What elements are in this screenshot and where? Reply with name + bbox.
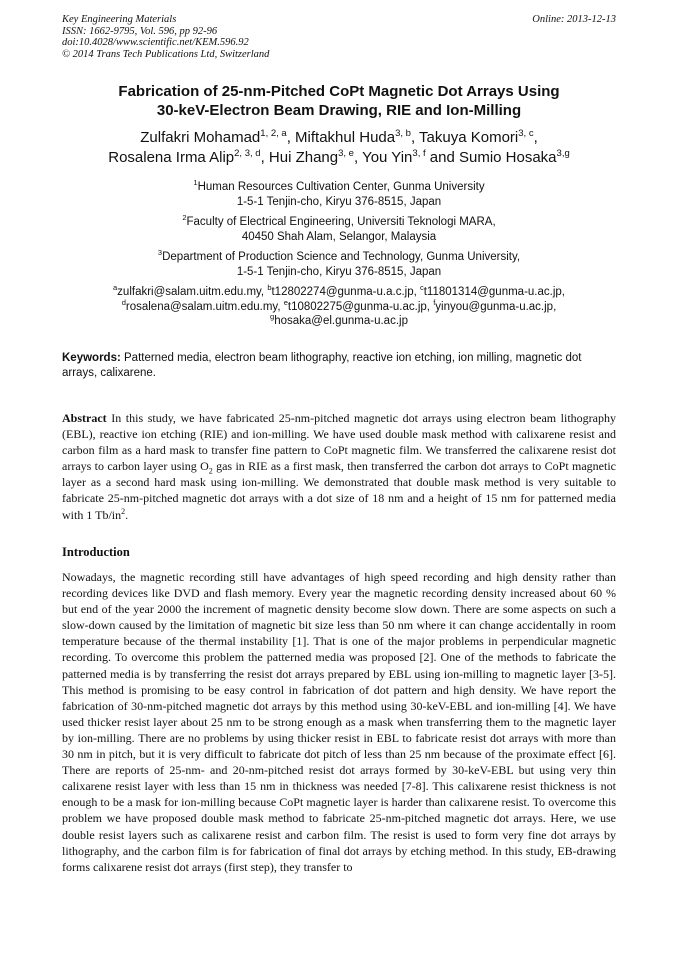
affiliation-name: Faculty of Electrical Engineering, Universiti Teknologi MARA,	[186, 216, 496, 228]
email-link[interactable]: t11801314@gunma-u.ac.jp	[423, 286, 562, 298]
email-link[interactable]: yinyou@gunma-u.ac.jp	[435, 300, 554, 313]
author-affil-sup: 3, b	[395, 128, 411, 139]
author-name: Sumio Hosaka	[458, 149, 557, 166]
affiliation-sup: 3	[157, 248, 163, 258]
author-name: Zulfakri Mohamad	[140, 129, 261, 146]
abstract	[62, 410, 616, 523]
journal-doi: doi:10.4028/www.scientific.net/KEM.596.92	[62, 37, 249, 48]
title-line: Fabrication of 25-nm-Pitched CoPt Magnetic Dot Arrays Using	[118, 83, 560, 100]
keywords-label: Keywords:	[62, 352, 121, 364]
affiliation-line	[62, 215, 616, 230]
affiliation	[62, 215, 616, 244]
email-sup: e	[283, 297, 288, 307]
author-affil-sup: 3, e	[338, 148, 354, 159]
email-link[interactable]: t12802274@gunma-u.a.c.jp	[271, 286, 414, 298]
paper-title	[62, 82, 616, 120]
section-heading: Introduction	[62, 545, 130, 559]
email-sup: a	[113, 283, 118, 293]
author-line	[62, 148, 616, 168]
author-affil-sup: 1, 2, a	[260, 128, 287, 139]
author-name: Rosalena Irma Alip	[108, 149, 235, 166]
author-name: You Yin	[362, 149, 413, 166]
author-affil-sup: 3,g	[556, 148, 570, 159]
affiliation	[62, 180, 616, 209]
affiliations	[62, 180, 616, 335]
keywords	[62, 351, 616, 381]
author-separator: ,	[260, 149, 269, 166]
abstract-subscript: 2	[208, 466, 213, 476]
journal-info	[62, 14, 269, 60]
email-link[interactable]: zulfakri@salam.uitm.edu.my	[117, 286, 261, 298]
abstract-text: gas in RIE as a first mask, then transferred the carbon dot arrays to CoPt magnetic layer as a second hard mask using ion-milling. We demonstrated that double mask method is very suitable to fabricate 25-nm-pitched magnetic dot arrays with a dot size of 18 nm and a height of 15 nm for patterned media with 1 Tb/in	[62, 459, 616, 522]
author-affil-sup: 2, 3, d	[234, 148, 261, 159]
author-name: Takuya Komori	[419, 129, 519, 146]
email-line: $^d$rosalena@salam.uitm.edu.my, $^e$t10802275@gunma-u.ac.jp, $^f$yinyou@gunma-u.ac.jp,	[121, 297, 557, 313]
email-sup: b	[267, 283, 272, 293]
author-affil-sup: 3, f	[412, 148, 426, 159]
abstract-text: .	[125, 507, 129, 522]
author-list	[62, 128, 616, 168]
author-separator: and	[425, 149, 459, 166]
email-link[interactable]: rosalena@salam.uitm.edu.my	[125, 300, 278, 313]
affiliation-name: Human Resources Cultivation Center, Gunma University	[197, 181, 485, 193]
author-separator: ,	[533, 129, 538, 146]
abstract-text: In this study, we have fabricated 25-nm-pitched magnetic dot arrays using electron beam lithography (EBL), reactive ion etching (RIE) and ion-milling. We have used double mask method with calixarene resist and carbon film as a hard mask to transfer fine pattern to CoPt magnetic film. We transferred the calixarene resist dot arrays to carbon layer using O	[62, 411, 617, 474]
affiliation-address: 40450 Shah Alam, Selangor, Malaysia	[241, 230, 437, 243]
author-separator: ,	[410, 129, 420, 146]
affiliation-address: 1-5-1 Tenjin-cho, Kiryu 376-8515, Japan	[236, 265, 442, 278]
online-date: Online: 2013-12-13	[532, 14, 616, 25]
title-line: 30-keV-Electron Beam Drawing, RIE and Ion-Milling	[156, 102, 522, 119]
email-sup: d	[121, 297, 126, 307]
abstract-superscript: 2	[121, 506, 126, 516]
affiliation-name: Department of Production Science and Technology, Gunma University,	[162, 251, 521, 263]
introduction-body: Nowadays, the magnetic recording still have advantages of high speed recording and high density rather than recording devices like DVD and flash memory. Every year the magnetic recording density increased about 60 % but end of the year 2000 the increment of magnetic density become slow down. There are some aspects on such a slow-down caused by the limitation of magnetic bit size less than 50 nm where it can change accidentally in room temperature because of the thermal instability [1]. That is one of the major problems in perpendicular magnetic recording. To overcome this problem the patterned media was proposed [2]. One of the methods to fabricate the patterned media is by transferring the resist dot arrays prepared by EBL using ion-milling to magnetic layer [3-5]. This method is promising to be easy control in fabrication of dot pattern and high density. We have report the fabrication of 30-nm-pitched magnetic dot arrays by this method using 30-keV-EBL and ion-milling [4]. We have used thicker resist layer about 25 nm to be strong enough as a mask when transferring them to the magnetic layer by ion-milling. There are no problems by using thicker resist in EBL to fabricate resist dot arrays with more than 30 nm in pitch, but it is very difficult to fabricate dot pitch of less than 25 nm because of the proximate effect [6]. There are reports of 25-nm- and 20-nm-pitched resist dot arrays formed by 30-keV-EBL but using very thin calixarene resist layer with less than 15 nm in thickness was needed [7-8]. This calixarene resist thickness is not enough to be a mask for ion-milling because CoPt magnetic layer is harder than calixarene resist. To overcome this problem we have proposed double mask method to fabricate 25-nm-pitched magnetic dot arrays. Here, we use double resist layers such as calixarene resist and carbon film. The resist is used to form very fine dot arrays by lithography, and the carbon film is for fabrication of final dot arrays by etching method. In this study, EB-drawing forms calixarene resist dot arrays (first step), they transfer to	[62, 570, 616, 874]
email-link[interactable]: t10802275@gunma-u.ac.jp	[287, 300, 427, 313]
journal-copyright: © 2014 Trans Tech Publications Ltd, Switzerland	[62, 48, 270, 60]
keywords-text: Patterned media, electron beam lithography, reactive ion etching, ion milling, magnetic dot arrays, calixarene.	[62, 352, 582, 379]
author-line	[62, 128, 616, 148]
abstract-label: Abstract	[62, 411, 107, 425]
author-separator: ,	[286, 129, 296, 146]
email-line	[62, 314, 616, 329]
email-sup: g	[270, 312, 275, 322]
affiliation-sup: 1	[193, 178, 198, 188]
email-sup: c	[419, 283, 424, 293]
affiliation	[62, 250, 616, 279]
affiliation-line	[62, 180, 616, 195]
email-line: $^a$zulfakri@salam.uitm.edu.my, $^b$t12802274@gunma-u.a.c.jp, $^c$t11801314@gunma-u.ac.jp,	[113, 283, 565, 298]
affiliation-line	[62, 250, 616, 265]
email-sup: f	[433, 297, 436, 307]
journal-name: Key Engineering Materials	[62, 14, 177, 25]
journal-issn: ISSN: 1662-9795, Vol. 596, pp 92-96	[62, 25, 218, 37]
email-link[interactable]: hosaka@el.gunma-u.ac.jp	[274, 315, 408, 327]
email-list	[62, 285, 616, 329]
author-name: Miftakhul Huda	[295, 129, 396, 146]
author-affil-sup: 3, c	[518, 128, 534, 139]
affiliation-sup: 2	[182, 213, 187, 223]
author-name: Hui Zhang	[268, 149, 339, 166]
affiliation-address: 1-5-1 Tenjin-cho, Kiryu 376-8515, Japan	[236, 195, 442, 208]
author-separator: ,	[353, 149, 363, 166]
